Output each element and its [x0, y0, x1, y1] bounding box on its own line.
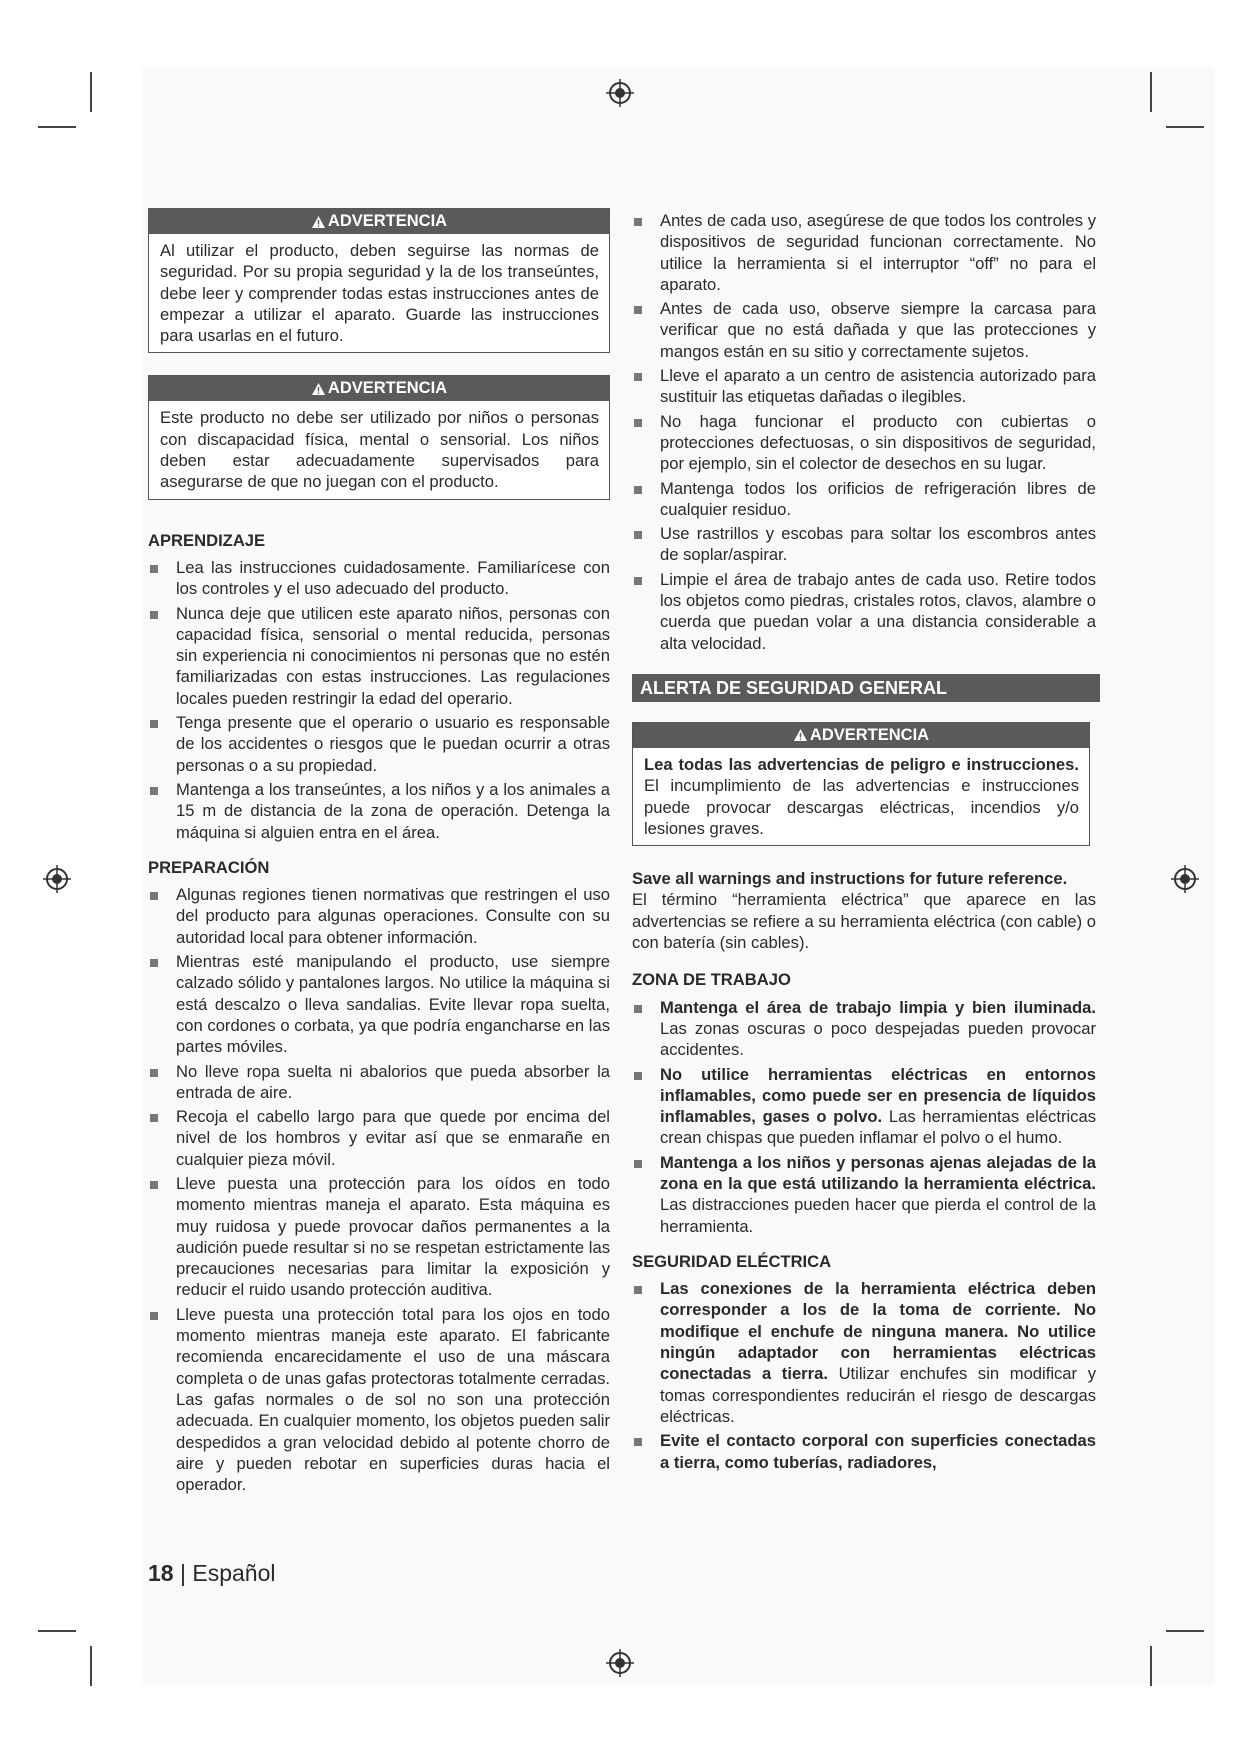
item-bold-text: Mantenga a los niños y personas ajenas alejadas de la zona en la que está utilizando la herramienta eléctrica. [660, 1152, 1096, 1193]
save-note: Save all warnings and instructions for future reference. [632, 869, 1068, 889]
term-note: El término “herramienta eléctrica” que aparece en las advertencias se refiere a su herramienta eléctrica (con cable) o con batería (sin cables). [632, 890, 1096, 953]
crop-mark [1150, 72, 1152, 112]
crop-mark [1166, 1630, 1204, 1632]
list-item: Lleve puesta una protección para los oídos en todo momento mientras maneja el aparato. Esta máquina es muy ruidosa y puede provocar daños permanentes a la audición puede resultar si no se respetan estrictamente las precauciones necesarias para limitar la exposición y reducir el ruido usando protección auditiva. [148, 1173, 610, 1301]
right-column [632, 210, 1096, 1476]
item-bold-text: No utilice herramientas eléctricas en entornos inflamables, como puede ser en presencia de líquidos inflamables, gases o polvo. [660, 1064, 1096, 1127]
list-item [632, 1152, 1096, 1237]
list-item: Lleve puesta una protección total para los ojos en todo momento mientras maneja este aparato. El fabricante recomienda encarecidamente el uso de una máscara completa o de unas gafas protectoras totalmente cerradas. Las gafas normales o de sol no son una protección adecuada. En cualquier momento, los objetos pueden salir despedidos a gran velocidad debido al potente chorro de aire y pueden rebotar en superficies duras hacia el operador. [148, 1304, 610, 1496]
list-item: Mantenga todos los orificios de refrigeración libres de cualquier residuo. [632, 478, 1096, 521]
warning-bold-text: Lea todas las advertencias de peligro e instrucciones. [644, 754, 1079, 774]
zona-list [632, 997, 1096, 1237]
aprendizaje-list [148, 557, 610, 843]
warning-triangle-icon [793, 728, 808, 742]
warning-box [148, 375, 610, 499]
registration-mark-icon [1170, 864, 1200, 894]
warning-title: ADVERTENCIA [327, 212, 448, 230]
list-item: No lleve ropa suelta ni abalorios que pueda absorber la entrada de aire. [148, 1061, 610, 1104]
warning-text [633, 748, 1089, 845]
list-item: Lea las instrucciones cuidadosamente. Familiarícese con los controles y el uso adecuado del producto. [148, 557, 610, 600]
list-item: Antes de cada uso, asegúrese de que todos los controles y dispositivos de seguridad funcionan correctamente. No utilice la herramienta si el interruptor “off” no para el aparato. [632, 210, 1096, 295]
list-item: Antes de cada uso, observe siempre la carcasa para verificar que no está dañada y que las protecciones y mangos están en su sitio y correctamente sujetos. [632, 298, 1096, 362]
list-item: Recoja el cabello largo para que quede por encima del nivel de los hombros y evitar así que se enmarañe en cualquier pieza móvil. [148, 1106, 610, 1170]
section-heading-zona-de-trabajo: ZONA DE TRABAJO [632, 970, 791, 990]
item-bold-text: Mantenga el área de trabajo limpia y bien iluminada. [660, 997, 1096, 1017]
list-item: Algunas regiones tienen normativas que restringen el uso del producto para algunas operaciones. Consulte con su autoridad local para obtener información. [148, 884, 610, 948]
warning-text: Este producto no debe ser utilizado por niños o personas con discapacidad física, mental o sensorial. Los niños deben estar adecuadamente supervisados para asegurarse de que no juegan con el producto. [160, 408, 599, 492]
left-column [148, 208, 610, 1498]
section-heading-aprendizaje: APRENDIZAJE [148, 530, 266, 550]
crop-mark [1150, 1646, 1152, 1686]
item-plain-text: Las zonas oscuras o poco despejadas pueden provocar accidentes. [660, 1018, 1096, 1060]
crop-mark [90, 1646, 92, 1686]
warning-header [633, 723, 1089, 748]
page-footer [148, 1560, 275, 1587]
crop-mark [90, 72, 92, 112]
list-item: No haga funcionar el producto con cubiertas o protecciones defectuosas, o sin dispositivos de seguridad, por ejemplo, sin el colector de desechos en su lugar. [632, 411, 1096, 475]
section-heading-seguridad-electrica: SEGURIDAD ELÉCTRICA [632, 1251, 832, 1271]
list-item: Nunca deje que utilicen este aparato niños, personas con capacidad física, sensorial o mental reducida, personas sin experiencia ni conocimientos ni personas que no estén familiarizadas con estas instrucciones. Las regulaciones locales pueden restringir la edad del operario. [148, 603, 610, 709]
registration-mark-icon [42, 864, 72, 894]
warning-title: ADVERTENCIA [327, 379, 448, 398]
item-plain-text: Las distracciones pueden hacer que pierda el control de la herramienta. [660, 1195, 1096, 1236]
warning-box [148, 208, 610, 353]
crop-mark [38, 126, 76, 128]
warning-text: Al utilizar el producto, deben seguirse las normas de seguridad. Por su propia seguridad y la de los transeúntes, debe leer y comprender todas estas instrucciones antes de empezar a utilizar el aparato. Guarde las instrucciones para usarlas en el futuro. [160, 241, 599, 346]
list-item: Lleve el aparato a un centro de asistencia autorizado para sustituir las etiquetas dañadas o ilegibles. [632, 365, 1096, 408]
warning-header [149, 209, 609, 234]
section-heading-preparacion: PREPARACIÓN [148, 857, 270, 877]
item-bold-text: Evite el contacto corporal con superficies conectadas a tierra, como tuberías, radiadores, [660, 1431, 1096, 1472]
list-item [632, 1064, 1096, 1149]
crop-mark [1166, 126, 1204, 128]
list-item: Mantenga a los transeúntes, a los niños y a los animales a 15 m de distancia de la zona de operación. Detenga la máquina si alguien entra en el área. [148, 779, 610, 843]
maintenance-list [632, 210, 1096, 654]
item-plain-text: Utilizar enchufes sin modificar y tomas correspondientes reducirán el riesgo de descargas eléctricas. [660, 1364, 1096, 1426]
preparacion-list [148, 884, 610, 1495]
warning-header [149, 376, 609, 401]
page-separator: | [179, 1560, 186, 1586]
warning-triangle-icon [311, 215, 326, 229]
item-plain-text: Las herramientas eléctricas crean chispas que pueden inflamar el polvo o el humo. [660, 1107, 1096, 1148]
crop-mark [38, 1630, 76, 1632]
page-number: 18 [148, 1560, 174, 1586]
page-language: Español [192, 1560, 276, 1586]
seguridad-list [632, 1278, 1096, 1473]
warning-plain-text: El incumplimiento de las advertencias e instrucciones puede provocar descargas eléctricas, incendios y/o lesiones graves. [644, 776, 1079, 838]
list-item: Use rastrillos y escobas para soltar los escombros antes de soplar/aspirar. [632, 523, 1096, 566]
registration-mark-icon [605, 1648, 635, 1678]
list-item: Tenga presente que el operario o usuario es responsable de los accidentes o riesgos que le puedan ocurrir a otras personas o a su propiedad. [148, 712, 610, 776]
registration-mark-icon [605, 78, 635, 108]
list-item [632, 997, 1096, 1061]
item-bold-text: Las conexiones de la herramienta eléctrica deben corresponder a los de la toma de corriente. No modifique el enchufe de ninguna manera. No utilice ningún adaptador con herramientas eléctricas conectadas a tierra. [660, 1279, 1096, 1384]
list-item: Mientras esté manipulando el producto, use siempre calzado sólido y pantalones largos. No utilice la máquina si está descalzo o lleva sandalias. Evite llevar ropa suelta, con cordones o corbata, ya que podría engancharse en las partes móviles. [148, 951, 610, 1057]
warning-box [632, 722, 1090, 846]
list-item: Limpie el área de trabajo antes de cada uso. Retire todos los objetos como piedras, cristales rotos, clavos, alambre o cuerda que puedan volar a una distancia considerable a alta velocidad. [632, 569, 1096, 654]
warning-title: ADVERTENCIA [809, 725, 930, 744]
list-item [632, 1430, 1096, 1473]
warning-triangle-icon [311, 382, 326, 396]
section-banner: ALERTA DE SEGURIDAD GENERAL [632, 674, 1100, 702]
list-item [632, 1278, 1096, 1427]
